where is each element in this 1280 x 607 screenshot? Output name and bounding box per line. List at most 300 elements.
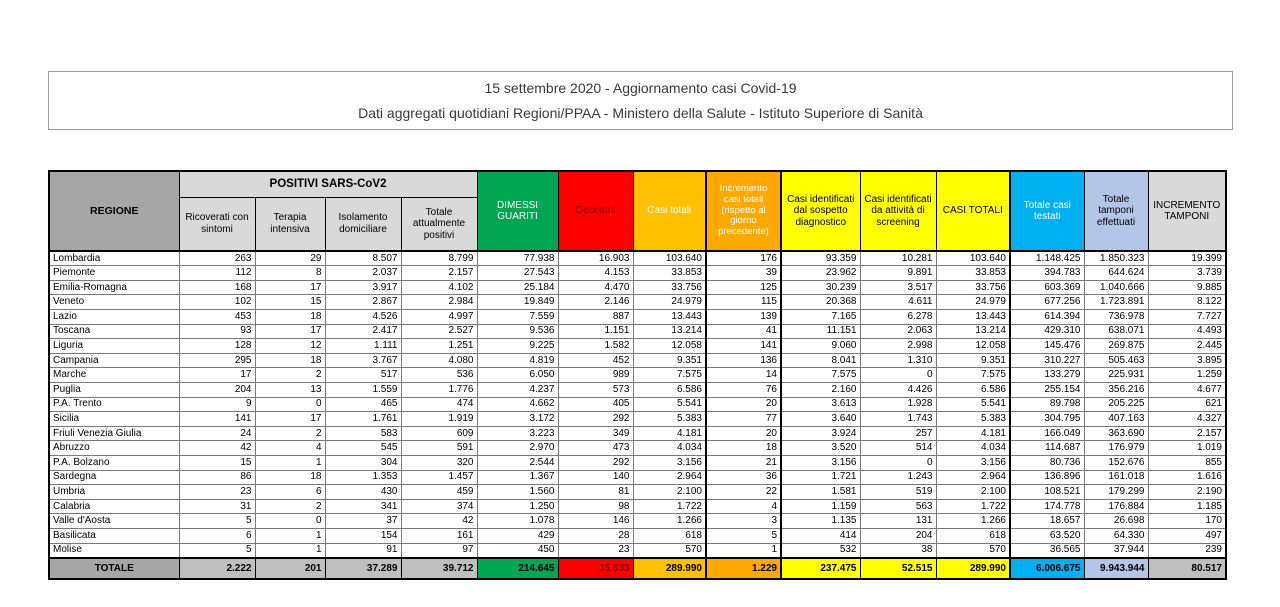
value-cell: 1.850.323	[1084, 251, 1148, 266]
value-cell: 3.924	[781, 426, 860, 441]
value-cell: 989	[558, 368, 633, 383]
total-value-cell: 35.633	[558, 558, 633, 579]
value-cell: 532	[781, 543, 860, 558]
region-cell: Emilia-Romagna	[49, 280, 179, 295]
value-cell: 430	[325, 485, 401, 500]
value-cell: 108.521	[1010, 485, 1084, 500]
value-cell: 519	[860, 485, 936, 500]
value-cell: 4	[255, 441, 325, 456]
value-cell: 166.049	[1010, 426, 1084, 441]
value-cell: 304	[325, 456, 401, 471]
value-cell: 6.050	[477, 368, 558, 383]
value-cell: 363.690	[1084, 426, 1148, 441]
value-cell: 13	[255, 382, 325, 397]
value-cell: 19.849	[477, 295, 558, 310]
value-cell: 394.783	[1010, 266, 1084, 281]
value-cell: 204	[179, 382, 255, 397]
value-cell: 115	[706, 295, 781, 310]
value-cell: 4.493	[1148, 324, 1226, 339]
value-cell: 304.795	[1010, 412, 1084, 427]
total-value-cell: 289.990	[936, 558, 1010, 579]
value-cell: 1.928	[860, 397, 936, 412]
value-cell: 4.237	[477, 382, 558, 397]
table-row	[49, 353, 1226, 368]
value-cell: 6.278	[860, 309, 936, 324]
value-cell: 2.867	[325, 295, 401, 310]
value-cell: 8.041	[781, 353, 860, 368]
value-cell: 8.122	[1148, 295, 1226, 310]
value-cell: 18	[706, 441, 781, 456]
value-cell: 4.034	[633, 441, 706, 456]
value-cell: 30.239	[781, 280, 860, 295]
table-row	[49, 251, 1226, 266]
value-cell: 80.736	[1010, 456, 1084, 471]
value-cell: 2	[255, 368, 325, 383]
value-cell: 736.978	[1084, 309, 1148, 324]
total-value-cell: 289.990	[633, 558, 706, 579]
table-row	[49, 485, 1226, 500]
value-cell: 98	[558, 499, 633, 514]
value-cell: 1.776	[401, 382, 477, 397]
value-cell: 4.102	[401, 280, 477, 295]
value-cell: 3.640	[781, 412, 860, 427]
value-cell: 1.135	[781, 514, 860, 529]
value-cell: 145.476	[1010, 339, 1084, 354]
value-cell: 536	[401, 368, 477, 383]
value-cell: 1.266	[633, 514, 706, 529]
table-row	[49, 499, 1226, 514]
value-cell: 1.250	[477, 499, 558, 514]
value-cell: 1.019	[1148, 441, 1226, 456]
total-row	[49, 558, 1226, 579]
value-cell: 103.640	[633, 251, 706, 266]
value-cell: 97	[401, 543, 477, 558]
value-cell: 39	[706, 266, 781, 281]
title-box	[48, 71, 1233, 130]
value-cell: 255.154	[1010, 382, 1084, 397]
col-header-dimessi-guariti: DIMESSI GUARITI	[477, 171, 558, 251]
value-cell: 1.457	[401, 470, 477, 485]
value-cell: 17	[255, 324, 325, 339]
total-value-cell: 39.712	[401, 558, 477, 579]
region-cell: P.A. Bolzano	[49, 456, 179, 471]
value-cell: 5.383	[633, 412, 706, 427]
value-cell: 20.368	[781, 295, 860, 310]
total-value-cell: 1.229	[706, 558, 781, 579]
value-cell: 407.163	[1084, 412, 1148, 427]
value-cell: 1	[255, 456, 325, 471]
value-cell: 3.156	[936, 456, 1010, 471]
value-cell: 15	[179, 456, 255, 471]
value-cell: 5	[706, 529, 781, 544]
value-cell: 3.895	[1148, 353, 1226, 368]
value-cell: 11.151	[781, 324, 860, 339]
value-cell: 18	[255, 309, 325, 324]
value-cell: 295	[179, 353, 255, 368]
value-cell: 1.723.891	[1084, 295, 1148, 310]
value-cell: 465	[325, 397, 401, 412]
value-cell: 15	[255, 295, 325, 310]
value-cell: 1.367	[477, 470, 558, 485]
col-header-casi-totali-riepilogo: CASI TOTALI	[936, 171, 1010, 251]
value-cell: 2.157	[1148, 426, 1226, 441]
value-cell: 5.541	[633, 397, 706, 412]
region-cell: P.A. Trento	[49, 397, 179, 412]
value-cell: 1.582	[558, 339, 633, 354]
table-body	[49, 251, 1226, 558]
value-cell: 453	[179, 309, 255, 324]
value-cell: 23	[558, 543, 633, 558]
value-cell: 29	[255, 251, 325, 266]
value-cell: 429	[477, 529, 558, 544]
report-title: 15 settembre 2020 - Aggiornamento casi Covid-19	[484, 80, 797, 97]
value-cell: 2.527	[401, 324, 477, 339]
col-header-casi-sospetto-diagnostico: Casi identificati dal sospetto diagnostico	[781, 171, 860, 251]
value-cell: 102	[179, 295, 255, 310]
value-cell: 128	[179, 339, 255, 354]
value-cell: 0	[255, 397, 325, 412]
region-cell: Campania	[49, 353, 179, 368]
value-cell: 573	[558, 382, 633, 397]
table-row	[49, 412, 1226, 427]
total-value-cell: 2.222	[179, 558, 255, 579]
region-cell: Valle d'Aosta	[49, 514, 179, 529]
value-cell: 225.931	[1084, 368, 1148, 383]
covid-data-table	[48, 170, 1227, 580]
value-cell: 31	[179, 499, 255, 514]
value-cell: 2.998	[860, 339, 936, 354]
value-cell: 4.327	[1148, 412, 1226, 427]
value-cell: 176.884	[1084, 499, 1148, 514]
value-cell: 614.394	[1010, 309, 1084, 324]
value-cell: 18	[255, 353, 325, 368]
value-cell: 3.156	[633, 456, 706, 471]
region-cell: Basilicata	[49, 529, 179, 544]
region-cell: Calabria	[49, 499, 179, 514]
value-cell: 5.383	[936, 412, 1010, 427]
value-cell: 2.063	[860, 324, 936, 339]
value-cell: 176.979	[1084, 441, 1148, 456]
value-cell: 7.727	[1148, 309, 1226, 324]
table-footer	[49, 558, 1226, 579]
value-cell: 257	[860, 426, 936, 441]
value-cell: 28	[558, 529, 633, 544]
value-cell: 292	[558, 412, 633, 427]
value-cell: 320	[401, 456, 477, 471]
value-cell: 405	[558, 397, 633, 412]
region-cell: Liguria	[49, 339, 179, 354]
value-cell: 38	[860, 543, 936, 558]
value-cell: 2.190	[1148, 485, 1226, 500]
value-cell: 1.616	[1148, 470, 1226, 485]
value-cell: 9.891	[860, 266, 936, 281]
value-cell: 139	[706, 309, 781, 324]
value-cell: 25.184	[477, 280, 558, 295]
value-cell: 2.964	[936, 470, 1010, 485]
value-cell: 24.979	[936, 295, 1010, 310]
value-cell: 27.543	[477, 266, 558, 281]
value-cell: 174.778	[1010, 499, 1084, 514]
value-cell: 263	[179, 251, 255, 266]
value-cell: 170	[1148, 514, 1226, 529]
region-cell: Marche	[49, 368, 179, 383]
table-row	[49, 324, 1226, 339]
value-cell: 2.160	[781, 382, 860, 397]
total-value-cell: 6.006.675	[1010, 558, 1084, 579]
value-cell: 12.058	[936, 339, 1010, 354]
value-cell: 63.520	[1010, 529, 1084, 544]
col-group-positivi-sars-cov2: POSITIVI SARS-CoV2	[179, 171, 477, 197]
value-cell: 1.078	[477, 514, 558, 529]
value-cell: 855	[1148, 456, 1226, 471]
region-cell: Toscana	[49, 324, 179, 339]
region-cell: Piemonte	[49, 266, 179, 281]
value-cell: 349	[558, 426, 633, 441]
value-cell: 4.181	[936, 426, 1010, 441]
value-cell: 1.151	[558, 324, 633, 339]
value-cell: 2.445	[1148, 339, 1226, 354]
value-cell: 3.767	[325, 353, 401, 368]
region-cell: Veneto	[49, 295, 179, 310]
value-cell: 18	[255, 470, 325, 485]
total-label-cell: TOTALE	[49, 558, 179, 579]
value-cell: 1.185	[1148, 499, 1226, 514]
value-cell: 33.756	[936, 280, 1010, 295]
table-row	[49, 382, 1226, 397]
region-cell: Abruzzo	[49, 441, 179, 456]
value-cell: 239	[1148, 543, 1226, 558]
value-cell: 677.256	[1010, 295, 1084, 310]
value-cell: 8	[255, 266, 325, 281]
value-cell: 19.399	[1148, 251, 1226, 266]
value-cell: 16.903	[558, 251, 633, 266]
value-cell: 514	[860, 441, 936, 456]
value-cell: 13.214	[936, 324, 1010, 339]
value-cell: 41	[706, 324, 781, 339]
value-cell: 2.964	[633, 470, 706, 485]
value-cell: 4.526	[325, 309, 401, 324]
value-cell: 17	[255, 412, 325, 427]
table-row	[49, 339, 1226, 354]
col-header-ricoverati-con-sintomi: Ricoverati con sintomi	[179, 197, 255, 251]
value-cell: 5.541	[936, 397, 1010, 412]
value-cell: 131	[860, 514, 936, 529]
value-cell: 429.310	[1010, 324, 1084, 339]
value-cell: 474	[401, 397, 477, 412]
value-cell: 33.756	[633, 280, 706, 295]
value-cell: 7.575	[633, 368, 706, 383]
table-row	[49, 514, 1226, 529]
value-cell: 9.536	[477, 324, 558, 339]
value-cell: 1.251	[401, 339, 477, 354]
value-cell: 3.520	[781, 441, 860, 456]
table-row	[49, 543, 1226, 558]
value-cell: 77.938	[477, 251, 558, 266]
value-cell: 161	[401, 529, 477, 544]
region-cell: Umbria	[49, 485, 179, 500]
value-cell: 1.243	[860, 470, 936, 485]
col-header-regione: REGIONE	[49, 171, 179, 251]
value-cell: 414	[781, 529, 860, 544]
value-cell: 4.611	[860, 295, 936, 310]
value-cell: 591	[401, 441, 477, 456]
value-cell: 4.662	[477, 397, 558, 412]
value-cell: 7.165	[781, 309, 860, 324]
value-cell: 570	[936, 543, 1010, 558]
value-cell: 89.798	[1010, 397, 1084, 412]
value-cell: 13.443	[936, 309, 1010, 324]
value-cell: 77	[706, 412, 781, 427]
value-cell: 33.853	[633, 266, 706, 281]
table-row	[49, 426, 1226, 441]
value-cell: 4.080	[401, 353, 477, 368]
value-cell: 1.040.666	[1084, 280, 1148, 295]
report-subtitle: Dati aggregati quotidiani Regioni/PPAA - Ministero della Salute - Istituto Superiore di Sanità	[358, 104, 923, 121]
value-cell: 3.172	[477, 412, 558, 427]
value-cell: 76	[706, 382, 781, 397]
value-cell: 36	[706, 470, 781, 485]
total-value-cell: 37.289	[325, 558, 401, 579]
value-cell: 497	[1148, 529, 1226, 544]
value-cell: 3.156	[781, 456, 860, 471]
value-cell: 141	[706, 339, 781, 354]
value-cell: 563	[860, 499, 936, 514]
value-cell: 2.100	[936, 485, 1010, 500]
table-row	[49, 266, 1226, 281]
col-header-totale-tamponi-effettuati: Totale tamponi effettuati	[1084, 171, 1148, 251]
value-cell: 618	[936, 529, 1010, 544]
col-header-totale-casi-testati: Totale casi testati	[1010, 171, 1084, 251]
value-cell: 1.560	[477, 485, 558, 500]
value-cell: 112	[179, 266, 255, 281]
value-cell: 1.743	[860, 412, 936, 427]
value-cell: 1.111	[325, 339, 401, 354]
region-cell: Friuli Venezia Giulia	[49, 426, 179, 441]
value-cell: 4.997	[401, 309, 477, 324]
value-cell: 603.369	[1010, 280, 1084, 295]
region-cell: Lazio	[49, 309, 179, 324]
value-cell: 23.962	[781, 266, 860, 281]
table-row	[49, 309, 1226, 324]
value-cell: 86	[179, 470, 255, 485]
value-cell: 176	[706, 251, 781, 266]
value-cell: 136.896	[1010, 470, 1084, 485]
total-value-cell: 9.943.944	[1084, 558, 1148, 579]
value-cell: 1.559	[325, 382, 401, 397]
value-cell: 618	[633, 529, 706, 544]
value-cell: 3.613	[781, 397, 860, 412]
value-cell: 1.722	[936, 499, 1010, 514]
col-header-incremento-tamponi: INCREMENTO TAMPONI	[1148, 171, 1226, 251]
region-cell: Puglia	[49, 382, 179, 397]
table-row	[49, 280, 1226, 295]
value-cell: 505.463	[1084, 353, 1148, 368]
region-cell: Sicilia	[49, 412, 179, 427]
value-cell: 4.819	[477, 353, 558, 368]
value-cell: 24	[179, 426, 255, 441]
value-cell: 621	[1148, 397, 1226, 412]
col-header-casi-totali: Casi totali	[633, 171, 706, 251]
value-cell: 2.984	[401, 295, 477, 310]
value-cell: 42	[179, 441, 255, 456]
value-cell: 10.281	[860, 251, 936, 266]
value-cell: 1.581	[781, 485, 860, 500]
value-cell: 1.259	[1148, 368, 1226, 383]
value-cell: 0	[860, 368, 936, 383]
value-cell: 9.885	[1148, 280, 1226, 295]
value-cell: 6	[255, 485, 325, 500]
value-cell: 7.559	[477, 309, 558, 324]
value-cell: 459	[401, 485, 477, 500]
table-row	[49, 295, 1226, 310]
value-cell: 2	[255, 426, 325, 441]
value-cell: 1.721	[781, 470, 860, 485]
value-cell: 0	[255, 514, 325, 529]
value-cell: 204	[860, 529, 936, 544]
value-cell: 1.159	[781, 499, 860, 514]
total-value-cell: 237.475	[781, 558, 860, 579]
value-cell: 450	[477, 543, 558, 558]
region-cell: Sardegna	[49, 470, 179, 485]
value-cell: 13.214	[633, 324, 706, 339]
value-cell: 81	[558, 485, 633, 500]
value-cell: 114.687	[1010, 441, 1084, 456]
value-cell: 93.359	[781, 251, 860, 266]
value-cell: 21	[706, 456, 781, 471]
value-cell: 64.330	[1084, 529, 1148, 544]
value-cell: 37	[325, 514, 401, 529]
value-cell: 14	[706, 368, 781, 383]
value-cell: 42	[401, 514, 477, 529]
table-row	[49, 456, 1226, 471]
value-cell: 1.722	[633, 499, 706, 514]
col-header-terapia-intensiva: Terapia intensiva	[255, 197, 325, 251]
table-row	[49, 441, 1226, 456]
value-cell: 205.225	[1084, 397, 1148, 412]
value-cell: 1.761	[325, 412, 401, 427]
value-cell: 12	[255, 339, 325, 354]
value-cell: 452	[558, 353, 633, 368]
value-cell: 583	[325, 426, 401, 441]
value-cell: 33.853	[936, 266, 1010, 281]
value-cell: 5	[179, 514, 255, 529]
value-cell: 133.279	[1010, 368, 1084, 383]
value-cell: 103.640	[936, 251, 1010, 266]
total-value-cell: 201	[255, 558, 325, 579]
value-cell: 292	[558, 456, 633, 471]
value-cell: 6.586	[936, 382, 1010, 397]
value-cell: 2.970	[477, 441, 558, 456]
value-cell: 638.071	[1084, 324, 1148, 339]
region-cell: Lombardia	[49, 251, 179, 266]
value-cell: 4.426	[860, 382, 936, 397]
value-cell: 3.223	[477, 426, 558, 441]
value-cell: 4	[706, 499, 781, 514]
value-cell: 17	[179, 368, 255, 383]
value-cell: 3.917	[325, 280, 401, 295]
value-cell: 1.919	[401, 412, 477, 427]
table-row	[49, 397, 1226, 412]
value-cell: 473	[558, 441, 633, 456]
value-cell: 141	[179, 412, 255, 427]
value-cell: 3.739	[1148, 266, 1226, 281]
value-cell: 517	[325, 368, 401, 383]
value-cell: 2.146	[558, 295, 633, 310]
value-cell: 1.266	[936, 514, 1010, 529]
value-cell: 179.299	[1084, 485, 1148, 500]
value-cell: 9.351	[633, 353, 706, 368]
value-cell: 2.417	[325, 324, 401, 339]
